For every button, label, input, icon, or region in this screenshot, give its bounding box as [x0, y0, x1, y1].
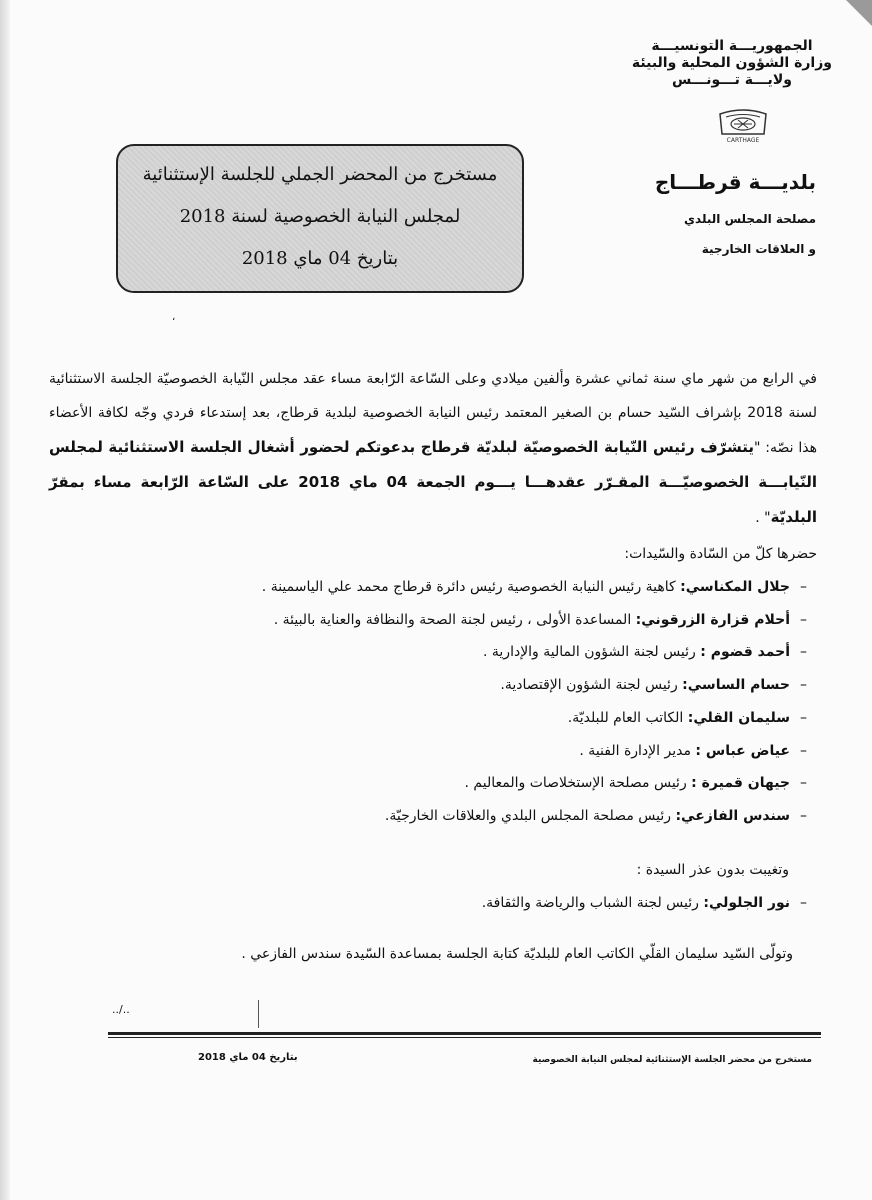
- absent-label: وتغيبت بدون عذر السيدة :: [636, 861, 789, 878]
- title-line-3: بتاريخ 04 ماي 2018: [241, 248, 399, 269]
- dash: –: [800, 709, 807, 726]
- member-role: رئيس لجنة الشباب والرياضة والثقافة.: [481, 894, 704, 911]
- member-name: جيهان قميرة :: [691, 775, 790, 792]
- footer-date: بتاريخ 04 ماي 2018: [198, 1052, 298, 1063]
- scan-mark: [258, 1000, 259, 1028]
- member-role: كاهية رئيس النيابة الخصوصية رئيس دائرة قرطاج محمد علي الياسمينة .: [261, 579, 681, 595]
- scan-speck: ،: [172, 312, 176, 323]
- dash: –: [800, 742, 807, 759]
- dash: –: [800, 894, 807, 911]
- intro-paragraph: [49, 362, 817, 535]
- municipality-name: بلديـــة قرطـــاج: [654, 170, 816, 194]
- member-name: حسام الساسي:: [682, 677, 790, 694]
- department-line-2: و العلاقات الخارجية: [701, 242, 816, 256]
- invitation-text: يتشرّف رئيس النّيابة الخصوصيّة لبلديّة قرطاج بدعوتكم لحضور أشغال الجلسة الاستثنائية لمجلس النّيابـــة الخصوصيّـــة المقـرّر عقدهـــا يـــوم الجمعة 04 ماي 2018 على السّاعة الرّابعة مساء بمقرّ البلديّة: [49, 438, 817, 526]
- minutes-body: [49, 362, 817, 971]
- ministry-line: وزارة الشؤون المحلية والبيئة: [631, 55, 832, 71]
- member-name: أحمد قضوم :: [700, 644, 790, 661]
- member-item: [49, 735, 817, 768]
- intro-text: في الرابع من شهر ماي سنة ثماني عشرة وألفين ميلادي وعلى السّاعة الرّابعة مساء عقد مجلس النّيابة الخصوصيّة الجلسة الاستثنائية لسنة 2018 بإشراف السّيد حسام بن الصغير المعتمد رئيس النيابة الخصوصية لبلدية قرطاج، بعد إستدعاء فردي وجّه لكافة الأعضاء هذا نصّه: ": [49, 371, 817, 456]
- member-role: رئيس لجنة الشؤون الإقتصادية.: [500, 677, 683, 694]
- municipality-emblem-icon: [714, 108, 772, 144]
- department-line-1: مصلحة المجلس البلدي: [684, 212, 816, 226]
- republic-line: الجمهوريـــة التونسيـــة: [651, 38, 813, 54]
- member-role: رئيس لجنة الشؤون المالية والإدارية .: [483, 644, 701, 661]
- footer-caption: مستخرج من محضر الجلسة الإستثنائية لمجلس النيابة الخصوصية: [532, 1055, 812, 1065]
- member-role: المساعدة الأولى ، رئيس لجنة الصحة والنظافة والعناية بالبيئة .: [273, 611, 636, 628]
- document-title-box: [116, 144, 524, 293]
- member-item: [49, 767, 817, 800]
- dash: –: [800, 775, 807, 792]
- footer-rule: [108, 1032, 821, 1035]
- intro-end: " .: [755, 510, 771, 526]
- member-item: [49, 636, 817, 669]
- title-line-2: لمجلس النيابة الخصوصية لسنة 2018: [179, 206, 461, 227]
- member-name: سليمان القلي:: [687, 709, 790, 726]
- present-label: حضرها كلّ من السّادة والسّيدات:: [624, 546, 817, 562]
- dash: –: [800, 611, 807, 628]
- member-name: سندس الفازعي:: [675, 807, 790, 824]
- department: [646, 204, 816, 264]
- member-item: [49, 604, 817, 637]
- member-role: مدير الإدارة الفنية .: [579, 742, 696, 759]
- member-item: [49, 571, 817, 604]
- member-item: [49, 800, 817, 833]
- closing-paragraph: وتولّى السّيد سليمان القلّي الكاتب العام للبلديّة كتابة الجلسة بمساعدة السّيدة سندس الفازعي .: [241, 946, 793, 963]
- letterhead: [632, 38, 832, 89]
- member-name: جلال المكناسي:: [680, 579, 790, 595]
- member-item: [49, 669, 817, 702]
- member-name: أحلام قزارة الزرقوني:: [635, 611, 790, 628]
- footer-rule-thin: [108, 1037, 821, 1038]
- scan-edge: [0, 0, 10, 1200]
- dash: –: [800, 579, 807, 595]
- dash: –: [800, 807, 807, 824]
- member-role: رئيس مصلحة الإستخلاصات والمعاليم .: [464, 775, 692, 792]
- page-corner: [846, 0, 872, 26]
- governorate-line: ولايـــة تـــونـــس: [672, 72, 792, 88]
- municipality-block: [646, 170, 816, 264]
- member-name: عياض عباس :: [695, 742, 790, 759]
- emblem-caption: CARTHAGE: [726, 137, 760, 144]
- member-item: [49, 702, 817, 735]
- present-members-list: [49, 571, 817, 833]
- continuation-mark: ../..: [112, 1003, 130, 1016]
- absent-members-list: [49, 887, 817, 920]
- member-role: رئيس مصلحة المجلس البلدي والعلاقات الخارجيّة.: [384, 807, 676, 824]
- absent-member-item: [49, 887, 817, 920]
- dash: –: [800, 677, 807, 694]
- title-line-1: مستخرج من المحضر الجملي للجلسة الإستثنائية: [142, 164, 498, 185]
- dash: –: [800, 644, 807, 661]
- member-role: الكاتب العام للبلديّة.: [567, 709, 688, 726]
- member-name: نور الجلولي:: [703, 894, 790, 911]
